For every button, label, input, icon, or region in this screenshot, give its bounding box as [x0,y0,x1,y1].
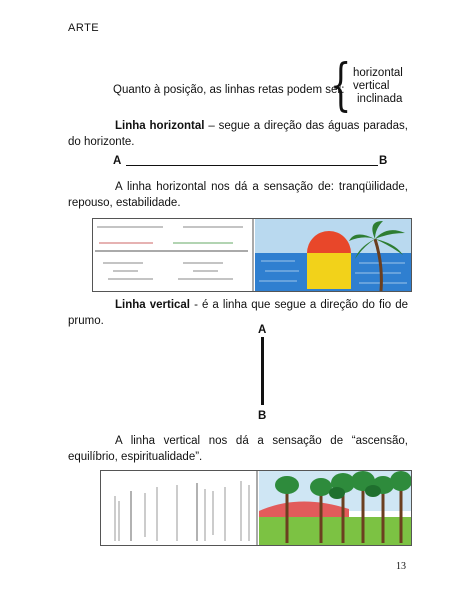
page-number: 13 [396,561,406,572]
forest-picture [259,471,411,545]
vertical-line [261,337,264,405]
horizontal-line [126,165,378,166]
vertical-definition-text: - é a linha que segue a direção do fio de prumo. [68,299,408,327]
vertical-line-label-a: A [258,324,267,336]
sun-reflection [307,253,351,289]
horizontal-line-label-a: A [113,155,122,167]
subject-header: ARTE [68,22,100,34]
vertical-illustration [100,470,412,546]
position-item-horizontal: horizontal [353,67,403,79]
horizontal-sensation: A linha horizontal nos dá a sensação de: tranqüilidade, repouso, estabilidade. [68,181,408,209]
position-item-inclinada: inclinada [357,93,403,105]
vertical-line-label-b: B [258,410,267,422]
horizontal-definition-text: – segue a direção das águas paradas, do horizonte. [68,120,408,148]
vertical-sensation: A linha vertical nos dá a sensação de “ascensão, equilíbrio, espiritualidade”. [68,435,408,463]
vertical-term: Linha vertical [115,299,191,311]
horizontal-illustration [92,218,412,292]
horizontal-line-label-b: B [379,155,388,167]
horizontal-definition [68,118,408,150]
position-item-vertical: vertical [353,80,390,92]
positions-intro: Quanto à posição, as linhas retas podem ser: [113,84,345,96]
positions-list [353,67,403,106]
vertical-definition [68,297,408,329]
brace-symbol: { [330,53,352,118]
grass [259,517,411,545]
horizontal-term: Linha horizontal [115,120,205,132]
sunset-sea-picture [255,219,411,291]
